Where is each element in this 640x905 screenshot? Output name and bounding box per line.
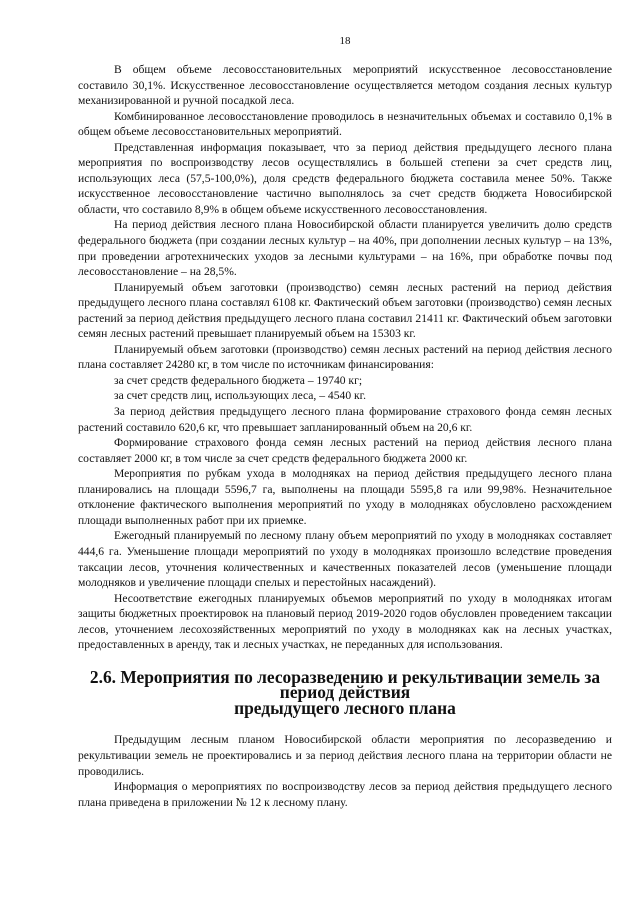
paragraph-afforestation-not-planned: Предыдущим лесным планом Новосибирской области мероприятия по лесоразведению и рекультивации земель не проектировались и за период действия лесного плана на территории области не проводились. [78, 733, 612, 778]
paragraph-combined-reforestation: Комбинированное лесовосстановление проводилось в незначительных объемах и составило 0,1% в общем объеме лесовосстановительных мероприятий. [78, 109, 612, 139]
paragraph-federal-budget-increase: На период действия лесного плана Новосибирской области планируется увеличить долю средств федерального бюджета (при создании лесных культур – на 40%, при дополнении лесных культур – на 13%, при проведении агротехнических уходов за лесными культурами – на 16%, при обработке почвы под лесовосстановление – на 28,5%. [78, 218, 612, 279]
paragraph-appendix-reference: Информация о мероприятиях по воспроизводству лесов за период действия предыдущего лесного плана приведена в приложении № 12 к лесному плану. [78, 780, 612, 809]
paragraph-insurance-fund-previous: За период действия предыдущего лесного плана формирование страхового фонда семян лесных растений составило 620,6 кг, что превышает запланированный объем на 20,6 кг. [78, 405, 612, 434]
page-number: 18 [339, 35, 351, 47]
funding-line-federal: за счет средств федерального бюджета – 19740 кг; [114, 373, 363, 387]
funding-line-forest-users: за счет средств лиц, использующих леса, – 4540 кг. [114, 389, 366, 403]
paragraph-funding-sources: Представленная информация показывает, что за период действия предыдущего лесного плана мероприятия по воспроизводству лесов осуществлялись в большей степени за счет средств лиц, использующих леса (57,5-100,0%), доля средств федерального бюджета составила менее 50%. Также искусственное лесовосстановление частично выполнялось за счет средств бюджета Новосибирской области, что составило 8,9% в общем объеме искусственного лесовосстановления. [78, 140, 612, 216]
section-heading-afforestation [78, 666, 612, 718]
paragraph-insurance-fund-planned: Формирование страхового фонда семян лесных растений на период действия лесного плана составляет 2000 кг, в том числе за счет средств федерального бюджета 2000 кг. [78, 436, 612, 465]
paragraph-seed-harvest-previous: Планируемый объем заготовки (производство) семян лесных растений на период действия предыдущего лесного плана составлял 6108 кг. Фактический объем заготовки (производство) семян лесных растений за период действия предыдущего лесного плана составил 21411 кг. Фактический объем заготовки семян лесных растений превышает планируемый объем на 15303 кг. [78, 280, 612, 341]
paragraph-thinning-discrepancy: Несоответствие ежегодных планируемых объемов мероприятий по уходу в молодняках итогам защиты бюджетных проектировок на плановый период 2019-2020 годов обусловлен проведением таксации лесов, уточнением лесохозяйственных мероприятий по уходу в молодняках как на лесных участках, предоставленных в аренду, так и лесных участках, не переданных для использования. [78, 591, 612, 652]
paragraph-artificial-reforestation: В общем объеме лесовосстановительных мероприятий искусственное лесовосстановление составило 30,1%. Искусственное лесовосстановление осуществляется методом создания лесных культур механизированной и ручной посадкой леса. [78, 63, 612, 108]
paragraph-seed-harvest-planned: Планируемый объем заготовки (производство) семян лесных растений на период действия лесного плана составляет 24280 кг, в том числе по источникам финансирования: [78, 342, 612, 372]
paragraph-thinning-annual: Ежегодный планируемый по лесному плану объем мероприятий по уходу в молодняках составляет 444,6 га. Уменьшение площади мероприятий по уходу в молодняках произошло вследствие проведения таксации лесов, уточнения количественных и качественных показателей лесов (уменьшение площади молодняков и увеличение площади спелых и перестойных насаждений). [78, 529, 612, 590]
section-heading-line-2: предыдущего лесного плана [234, 697, 456, 718]
section-heading-line-1: 2.6. Мероприятия по лесоразведению и рекультивации земель за период действия [89, 666, 601, 703]
paragraph-thinning-previous: Мероприятия по рубкам ухода в молодняках на период действия предыдущего лесного плана планировались на площади 5596,7 га, выполнены на площади 5595,8 га или 99,98%. Незначительное отклонение фактического выполнения мероприятий по уходу в молодняках обусловлено расхождением площади выполненных работ при их приемке. [78, 467, 612, 527]
